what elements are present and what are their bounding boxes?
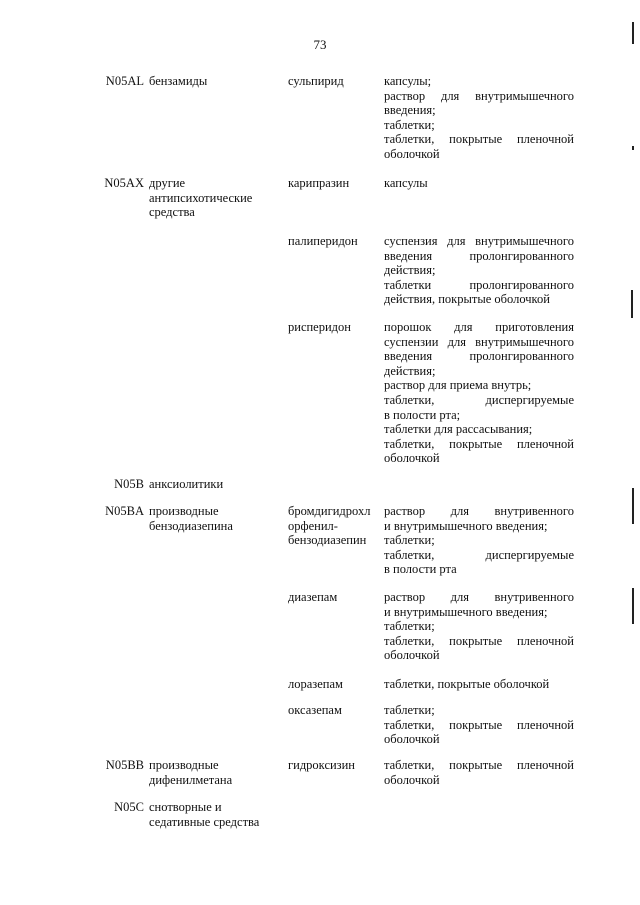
- dosage-forms: [384, 74, 574, 162]
- drug-name: [288, 234, 380, 249]
- atc-group-name: [149, 504, 271, 533]
- scan-edge-mark: [632, 488, 634, 524]
- dosage-form-line: таблетки, покрытые пленочной: [384, 717, 574, 732]
- dosage-forms: [384, 758, 574, 787]
- drug-name-line: диазепам: [288, 590, 338, 604]
- atc-group-name: [149, 758, 271, 787]
- group-name-line: бензамиды: [149, 74, 208, 88]
- dosage-form-line: оболочкой: [384, 451, 440, 466]
- group-name-line: средства: [149, 205, 195, 220]
- group-name-line: дифенилметана: [149, 772, 233, 787]
- drug-name-line: карипразин: [288, 176, 350, 190]
- dosage-form-line: введения пролонгированного: [384, 349, 574, 364]
- scan-edge-mark: [632, 146, 634, 150]
- dosage-form-line: капсулы: [384, 176, 428, 190]
- page-number: 73: [313, 37, 327, 52]
- dosage-form-line: таблетки для рассасывания;: [384, 422, 533, 437]
- dosage-form-line: в полости рта: [384, 562, 457, 577]
- drug-name: [288, 504, 380, 548]
- group-name-line: анксиолитики: [149, 477, 224, 491]
- dosage-forms: [384, 176, 574, 191]
- dosage-form-line: действия;: [384, 363, 436, 378]
- atc-code: N05BA: [105, 504, 144, 518]
- dosage-form-line: таблетки пролонгированного: [384, 277, 574, 292]
- dosage-form-line: суспензия для внутримышечного: [384, 234, 574, 248]
- dosage-forms: [384, 590, 574, 663]
- dosage-form-line: оболочкой: [384, 772, 440, 787]
- group-name-line: производные: [149, 504, 219, 518]
- dosage-form-line: в полости рта;: [384, 407, 461, 422]
- dosage-form-line: и внутримышечного введения;: [384, 604, 548, 619]
- dosage-form-line: таблетки, покрытые пленочной: [384, 436, 574, 451]
- dosage-form-line: оболочкой: [384, 146, 440, 161]
- atc-code: N05BB: [105, 758, 144, 772]
- drug-name-line: орфенил-: [288, 518, 338, 533]
- group-name-line: бензодиазепина: [149, 518, 233, 533]
- dosage-forms: [384, 677, 574, 692]
- drug-name-line: сульпирид: [288, 74, 344, 88]
- dosage-form-line: таблетки;: [384, 117, 435, 132]
- dosage-forms: [384, 320, 574, 466]
- dosage-form-line: таблетки;: [384, 619, 435, 634]
- dosage-form-line: и внутримышечного введения;: [384, 518, 548, 533]
- dosage-form-line: таблетки, покрытые оболочкой: [384, 677, 550, 691]
- drug-name: [288, 320, 380, 335]
- atc-code: N05B: [114, 477, 144, 491]
- dosage-form-line: раствор для внутривенного: [384, 590, 574, 604]
- dosage-form-line: порошок для приготовления: [384, 320, 574, 334]
- dosage-form-line: раствор для приема внутрь;: [384, 378, 532, 393]
- scan-edge-mark: [632, 588, 634, 624]
- scan-edge-mark: [631, 290, 633, 318]
- atc-code: N05AX: [104, 176, 144, 190]
- drug-name: [288, 677, 380, 692]
- dosage-form-line: таблетки, покрытые пленочной: [384, 758, 574, 772]
- group-name-line: снотворные и: [149, 800, 222, 814]
- drug-name-line: бензодиазепин: [288, 533, 367, 548]
- dosage-form-line: введения пролонгированного: [384, 248, 574, 263]
- dosage-form-line: таблетки, покрытые пленочной: [384, 633, 574, 648]
- dosage-form-line: таблетки;: [384, 703, 435, 717]
- dosage-form-line: таблетки, диспергируемые: [384, 547, 574, 562]
- dosage-form-line: введения;: [384, 103, 436, 118]
- dosage-form-line: таблетки;: [384, 533, 435, 548]
- dosage-form-line: оболочкой: [384, 732, 440, 747]
- drug-name-line: гидроксизин: [288, 758, 355, 772]
- drug-name: [288, 703, 380, 718]
- group-name-line: седативные средства: [149, 814, 260, 829]
- dosage-form-line: раствор для внутримышечного: [384, 88, 574, 103]
- drug-name: [288, 74, 380, 89]
- dosage-forms: [384, 504, 574, 577]
- drug-name-line: бромдигидрохл: [288, 504, 371, 518]
- atc-group-name: [149, 477, 271, 492]
- dosage-form-line: таблетки, покрытые пленочной: [384, 132, 574, 147]
- atc-group-name: [149, 74, 271, 89]
- atc-code: N05C: [114, 800, 144, 814]
- dosage-forms: [384, 234, 574, 307]
- drug-name-line: лоразепам: [288, 677, 343, 691]
- dosage-forms: [384, 703, 574, 747]
- drug-name-line: оксазепам: [288, 703, 342, 717]
- dosage-form-line: действия, покрытые оболочкой: [384, 292, 550, 307]
- atc-group-name: [149, 800, 271, 829]
- drug-name: [288, 758, 380, 773]
- dosage-form-line: капсулы;: [384, 74, 432, 88]
- dosage-form-line: таблетки, диспергируемые: [384, 392, 574, 407]
- drug-name: [288, 176, 380, 191]
- drug-name: [288, 590, 380, 605]
- drug-name-line: палиперидон: [288, 234, 358, 248]
- dosage-form-line: оболочкой: [384, 648, 440, 663]
- atc-code: N05AL: [105, 74, 144, 88]
- group-name-line: производные: [149, 758, 219, 772]
- group-name-line: другие: [149, 176, 186, 190]
- dosage-form-line: суспензии для внутримышечного: [384, 334, 574, 349]
- dosage-form-line: действия;: [384, 263, 436, 278]
- drug-name-line: рисперидон: [288, 320, 351, 334]
- dosage-form-line: раствор для внутривенного: [384, 504, 574, 518]
- scan-edge-mark: [632, 22, 634, 44]
- atc-group-name: [149, 176, 271, 220]
- group-name-line: антипсихотические: [149, 190, 253, 205]
